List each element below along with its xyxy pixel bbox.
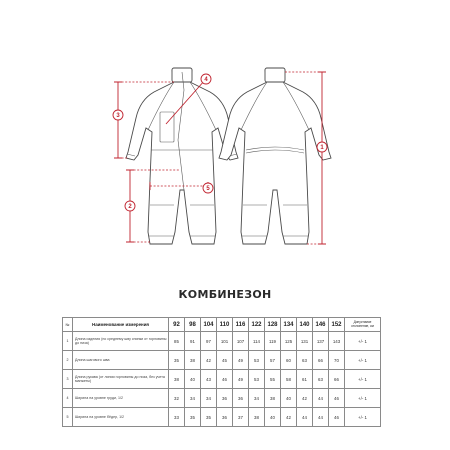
row-number: 4 [63, 389, 73, 408]
row-size-value: 38 [249, 408, 265, 427]
header-size: 116 [233, 318, 249, 332]
row-size-value: 107 [233, 332, 249, 351]
row-size-value: 40 [265, 408, 281, 427]
table-row [63, 408, 381, 427]
row-size-value: 131 [297, 332, 313, 351]
row-size-value: 58 [281, 370, 297, 389]
svg-text:4: 4 [204, 77, 208, 84]
row-size-value: 85 [169, 332, 185, 351]
row-size-value: 119 [265, 332, 281, 351]
row-size-value: 34 [185, 389, 201, 408]
header-size: 134 [281, 318, 297, 332]
row-size-value: 33 [169, 408, 185, 427]
row-size-value: 61 [297, 370, 313, 389]
row-size-value: 40 [185, 370, 201, 389]
header-size: 140 [297, 318, 313, 332]
row-measurement-name: Длина рукава (от линии горловины до низа, без учета манжеты) [73, 370, 169, 389]
table-header-row [63, 318, 381, 332]
row-number: 2 [63, 351, 73, 370]
row-tolerance: +/- 1 [345, 332, 381, 351]
header-measurement-name: Наименование измерения [73, 318, 169, 332]
row-size-value: 37 [233, 408, 249, 427]
row-size-value: 101 [217, 332, 233, 351]
row-size-value: 49 [233, 370, 249, 389]
row-measurement-name: Длина шагового шва [73, 351, 169, 370]
svg-text:2: 2 [128, 204, 132, 211]
header-size: 146 [313, 318, 329, 332]
row-size-value: 53 [249, 370, 265, 389]
row-size-value: 114 [249, 332, 265, 351]
row-size-value: 34 [201, 389, 217, 408]
header-size: 104 [201, 318, 217, 332]
header-size: 98 [185, 318, 201, 332]
row-size-value: 63 [297, 351, 313, 370]
svg-text:5: 5 [206, 186, 210, 193]
measurement-5-badge [203, 183, 213, 193]
row-size-value: 43 [201, 370, 217, 389]
row-size-value: 36 [217, 389, 233, 408]
row-size-value: 32 [169, 389, 185, 408]
row-size-value: 49 [233, 351, 249, 370]
row-size-value: 45 [217, 351, 233, 370]
row-size-value: 55 [265, 370, 281, 389]
row-size-value: 35 [201, 408, 217, 427]
measurement-3-badge [113, 110, 123, 120]
row-size-value: 66 [329, 370, 345, 389]
row-size-value: 46 [329, 408, 345, 427]
row-size-value: 63 [313, 370, 329, 389]
row-tolerance: +/- 1 [345, 351, 381, 370]
row-size-value: 97 [201, 332, 217, 351]
row-measurement-name: Ширина на уровне бёдер, 1/2 [73, 408, 169, 427]
row-size-value: 125 [281, 332, 297, 351]
measurement-2-badge [125, 201, 135, 211]
row-size-value: 38 [185, 351, 201, 370]
row-size-value: 143 [329, 332, 345, 351]
header-size: 110 [217, 318, 233, 332]
front-collar [172, 68, 192, 82]
row-size-value: 91 [185, 332, 201, 351]
table-row [63, 370, 381, 389]
row-measurement-name: Длина изделия (по среднему шву спинки от горловины до низа) [73, 332, 169, 351]
header-size: 92 [169, 318, 185, 332]
size-chart-table [62, 317, 381, 427]
measurement-4-badge [201, 74, 211, 84]
back-collar [265, 68, 285, 82]
row-tolerance: +/- 1 [345, 408, 381, 427]
row-size-value: 35 [185, 408, 201, 427]
row-tolerance: +/- 1 [345, 370, 381, 389]
row-size-value: 42 [297, 389, 313, 408]
row-size-value: 36 [217, 408, 233, 427]
measurement-1-badge [317, 142, 327, 152]
header-number: № [63, 318, 73, 332]
row-size-value: 60 [281, 351, 297, 370]
header-size: 128 [265, 318, 281, 332]
row-number: 5 [63, 408, 73, 427]
row-size-value: 35 [169, 351, 185, 370]
row-number: 3 [63, 370, 73, 389]
row-size-value: 42 [201, 351, 217, 370]
row-size-value: 40 [281, 389, 297, 408]
row-size-value: 44 [313, 389, 329, 408]
row-size-value: 66 [313, 351, 329, 370]
table-row [63, 351, 381, 370]
row-size-value: 42 [281, 408, 297, 427]
table-row [63, 332, 381, 351]
header-size: 152 [329, 318, 345, 332]
row-size-value: 34 [249, 389, 265, 408]
svg-text:3: 3 [116, 113, 120, 120]
table-body [63, 332, 381, 427]
header-tolerance: Допустимое отклонение, см [345, 318, 381, 332]
row-size-value: 44 [297, 408, 313, 427]
row-size-value: 38 [169, 370, 185, 389]
header-size: 122 [249, 318, 265, 332]
svg-text:1: 1 [320, 145, 324, 152]
row-size-value: 137 [313, 332, 329, 351]
page-title: КОМБИНЕЗОН [178, 288, 272, 301]
row-size-value: 36 [233, 389, 249, 408]
row-size-value: 38 [265, 389, 281, 408]
row-size-value: 53 [249, 351, 265, 370]
row-size-value: 46 [217, 370, 233, 389]
row-measurement-name: Ширина на уровне груди, 1/2 [73, 389, 169, 408]
row-size-value: 46 [329, 389, 345, 408]
row-size-value: 70 [329, 351, 345, 370]
row-number: 1 [63, 332, 73, 351]
table-row [63, 389, 381, 408]
row-size-value: 44 [313, 408, 329, 427]
row-size-value: 57 [265, 351, 281, 370]
row-tolerance: +/- 1 [345, 389, 381, 408]
